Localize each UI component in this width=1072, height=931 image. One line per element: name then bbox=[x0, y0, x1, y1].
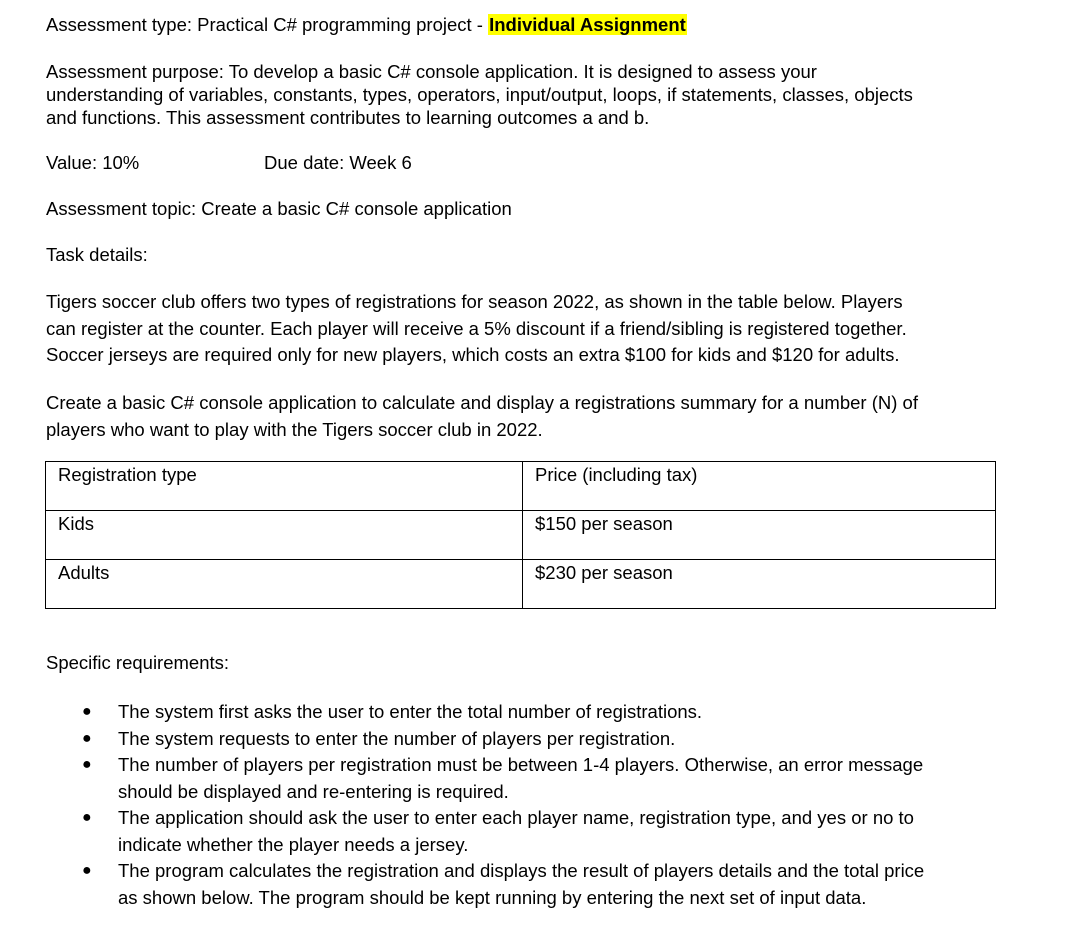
task-details-heading: Task details: bbox=[46, 244, 148, 265]
list-item-text: The program calculates the registration and displays the result of players details and the total price bbox=[118, 860, 925, 881]
table-row bbox=[46, 560, 996, 609]
intro-paragraph bbox=[46, 289, 1006, 369]
table-cell: $150 per season bbox=[523, 511, 996, 560]
list-item bbox=[0, 726, 998, 753]
bullet-icon: ● bbox=[82, 729, 92, 747]
list-item bbox=[0, 699, 998, 726]
bullet-icon: ● bbox=[82, 809, 92, 826]
table-header-row bbox=[46, 462, 996, 511]
assessment-topic: Assessment topic: Create a basic C# console application bbox=[46, 198, 512, 219]
table-header-cell: Registration type bbox=[46, 462, 523, 511]
list-item-text: should be displayed and re-entering is required. bbox=[118, 780, 509, 802]
table-header-cell: Price (including tax) bbox=[523, 462, 996, 511]
bullet-icon: ● bbox=[82, 703, 92, 720]
requirements-list bbox=[0, 699, 1072, 911]
bullet-icon: ● bbox=[82, 756, 92, 773]
intro-line: Tigers soccer club offers two types of registrations for season 2022, as shown in the table below. Players bbox=[46, 291, 903, 312]
intro-line: Soccer jerseys are required only for new players, which costs an extra $100 for kids and $120 for adults. bbox=[46, 344, 900, 365]
table-cell: Adults bbox=[46, 560, 523, 609]
requirements-heading: Specific requirements: bbox=[46, 652, 230, 673]
create-line: Create a basic C# console application to calculate and display a registrations summary for a number (N) of bbox=[46, 392, 918, 413]
list-item bbox=[0, 752, 998, 805]
list-item bbox=[0, 858, 998, 911]
assessment-type-highlight: Individual Assignment bbox=[489, 14, 686, 35]
assessment-type bbox=[46, 14, 687, 36]
bullet-icon: ● bbox=[82, 862, 92, 879]
purpose-line: Assessment purpose: To develop a basic C# console application. It is designed to assess your bbox=[46, 61, 817, 82]
purpose-line: and functions. This assessment contributes to learning outcomes a and b. bbox=[46, 107, 650, 128]
list-item-text: indicate whether the player needs a jersey. bbox=[118, 833, 469, 855]
list-item-text: The system requests to enter the number of players per registration. bbox=[118, 727, 676, 749]
create-line: players who want to play with the Tigers soccer club in 2022. bbox=[46, 419, 543, 440]
list-item-text: The system first asks the user to enter the total number of registrations. bbox=[118, 701, 703, 722]
list-item-text: The number of players per registration must be between 1-4 players. Otherwise, an error message bbox=[118, 754, 924, 775]
list-item-text: The application should ask the user to enter each player name, registration type, and yes or no to bbox=[118, 807, 914, 828]
purpose-line: understanding of variables, constants, types, operators, input/output, loops, if statements, classes, objects bbox=[46, 84, 913, 105]
registration-table bbox=[45, 461, 996, 609]
table-cell: $230 per season bbox=[523, 560, 996, 609]
table-cell: Kids bbox=[46, 511, 523, 560]
table-row bbox=[46, 511, 996, 560]
assessment-type-label: Assessment type: Practical C# programming project - bbox=[46, 14, 489, 35]
list-item bbox=[0, 805, 998, 858]
assessment-purpose bbox=[46, 60, 1006, 129]
create-paragraph bbox=[46, 389, 1006, 443]
intro-line: can register at the counter. Each player will receive a 5% discount if a friend/sibling is registered together. bbox=[46, 317, 907, 339]
assessment-value: Value: 10% bbox=[46, 152, 140, 173]
list-item-text: as shown below. The program should be kept running by entering the next set of input data. bbox=[118, 886, 867, 908]
assessment-due-date: Due date: Week 6 bbox=[264, 152, 412, 173]
